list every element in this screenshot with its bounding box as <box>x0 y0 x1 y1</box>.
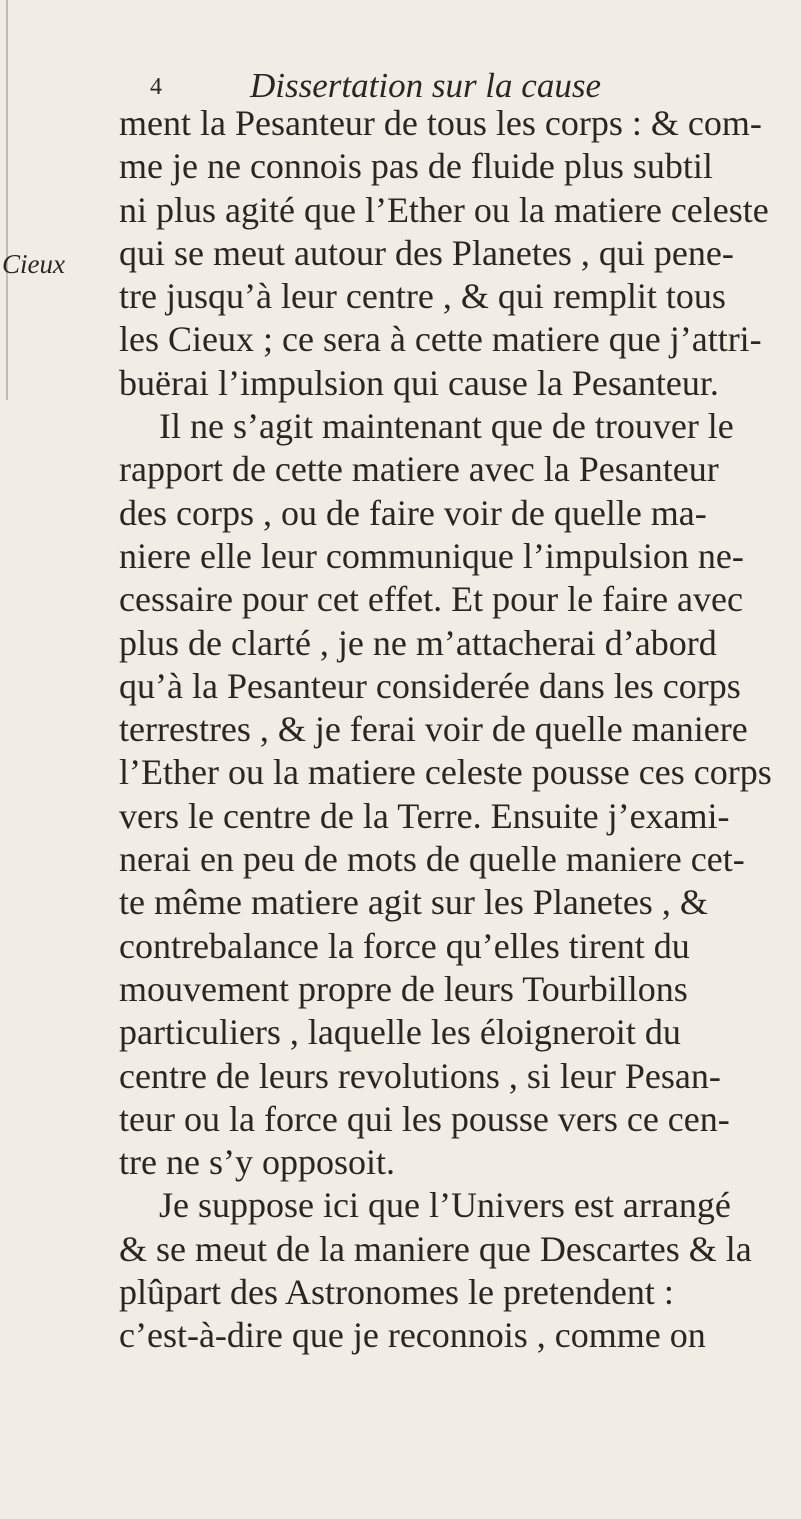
text-line: rapport de cette matiere avec la Pesanteur <box>119 449 719 490</box>
text-line: les Cieux ; ce sera à cette matiere que j’attri- <box>119 319 762 360</box>
text-line: terrestres , & je ferai voir de quelle maniere <box>119 709 748 750</box>
margin-note: Cieux <box>2 249 65 279</box>
text-line: contrebalance la force qu’elles tirent du <box>119 925 690 966</box>
text-line: c’est-à-dire que je reconnois , comme on <box>119 1315 706 1356</box>
text-line: mouvement propre de leurs Tourbillons <box>119 968 688 1009</box>
text-line: tre ne s’y opposoit. <box>119 1142 395 1183</box>
text-line: qu’à la Pesanteur considerée dans les corps <box>119 665 741 706</box>
text-line: buërai l’impulsion qui cause la Pesanteur. <box>119 362 719 403</box>
text-line: Il ne s’agit maintenant que de trouver le <box>159 406 734 447</box>
body-text <box>119 102 772 1358</box>
text-line: teur ou la force qui les pousse vers ce cen- <box>119 1098 730 1139</box>
text-line: des corps , ou de faire voir de quelle ma- <box>119 492 707 533</box>
text-line: me je ne connois pas de fluide plus subtil <box>119 146 713 187</box>
text-line: Je suppose ici que l’Univers est arrangé <box>159 1185 731 1226</box>
text-line: nerai en peu de mots de quelle maniere cet- <box>119 839 745 880</box>
text-line: plûpart des Astronomes le pretendent : <box>119 1272 674 1313</box>
text-line: plus de clarté , je ne m’attacherai d’abord <box>119 622 717 663</box>
text-line: centre de leurs revolutions , si leur Pesan- <box>119 1055 721 1096</box>
text-line: tre jusqu’à leur centre , & qui remplit tous <box>119 276 726 317</box>
text-line: & se meut de la maniere que Descartes & la <box>119 1228 752 1269</box>
text-line: cessaire pour cet effet. Et pour le faire avec <box>119 579 743 620</box>
text-line: te même matiere agit sur les Planetes , & <box>119 882 708 923</box>
text-line: ment la Pesanteur de tous les corps : & com- <box>119 103 762 143</box>
page-mark: 4 <box>150 74 162 100</box>
text-line: qui se meut autour des Planetes , qui pene- <box>119 232 734 273</box>
running-head: Dissertation sur la cause <box>250 66 601 105</box>
text-line: l’Ether ou la matiere celeste pousse ces corps <box>119 752 772 793</box>
text-line: niere elle leur communique l’impulsion ne- <box>119 535 744 576</box>
text-line: ni plus agité que l’Ether ou la matiere celeste <box>119 189 769 230</box>
page-edge-rule <box>6 0 8 400</box>
text-line: particuliers , laquelle les éloigneroit du <box>119 1012 681 1053</box>
text-line: vers le centre de la Terre. Ensuite j’exami- <box>119 795 730 836</box>
